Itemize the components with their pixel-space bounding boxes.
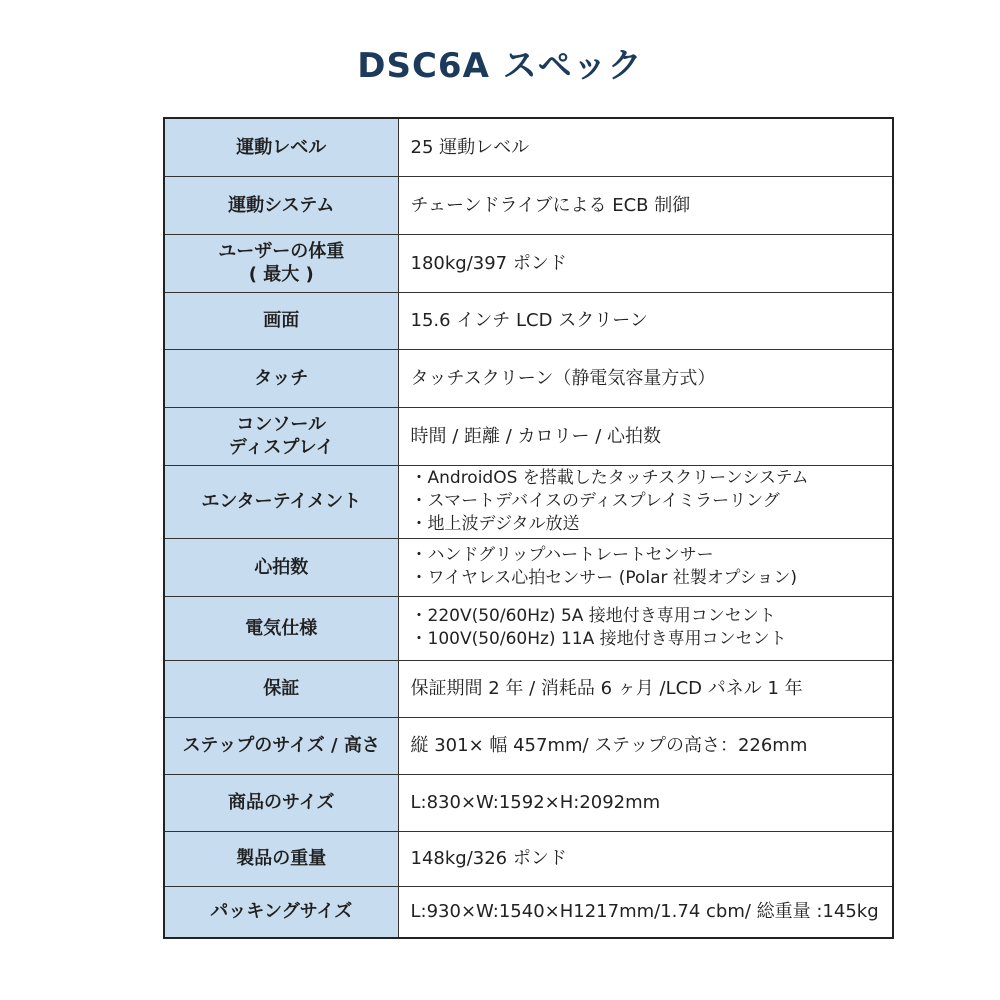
row-label-cell	[164, 886, 398, 938]
table-row	[164, 176, 893, 234]
page-title: DSC6A スペック	[357, 46, 643, 86]
row-label-cell	[164, 118, 398, 176]
row-value-cell	[398, 176, 893, 234]
row-label: エンターテイメント	[201, 491, 362, 512]
bullet-item: ・スマートデバイスのディスプレイミラーリング	[410, 491, 780, 511]
row-value-cell	[398, 538, 893, 596]
row-value-cell	[398, 831, 893, 886]
table-row	[164, 596, 893, 660]
row-value: タッチスクリーン（静電気容量方式）	[410, 367, 716, 389]
table-row	[164, 349, 893, 407]
spec-table-body	[164, 118, 893, 938]
bullet-item: ・ハンドグリップハートレートセンサー	[410, 545, 714, 565]
row-label: 運動システム	[228, 194, 335, 216]
row-label-cell	[164, 349, 398, 407]
row-label-cell	[164, 234, 398, 292]
table-row	[164, 660, 893, 717]
row-value-cell	[398, 717, 893, 774]
row-value-cell	[398, 292, 893, 349]
row-label: コンソール	[236, 414, 327, 435]
table-row	[164, 407, 893, 465]
row-label: タッチ	[254, 367, 309, 389]
table-row	[164, 234, 893, 292]
row-label: 製品の重量	[236, 848, 327, 869]
bullet-item: ・地上波デジタル放送	[410, 514, 580, 534]
table-row	[164, 831, 893, 886]
table-row	[164, 886, 893, 938]
row-label: パッキングサイズ	[210, 901, 353, 923]
row-value: 180kg/397 ポンド	[410, 252, 567, 274]
row-value: L:830×W:1592×H:2092mm	[410, 792, 661, 813]
row-label: ステップのサイズ / 高さ	[182, 735, 380, 756]
row-label-cell	[164, 407, 398, 465]
row-value-cell	[398, 596, 893, 660]
row-value-cell	[398, 407, 893, 465]
row-value-cell	[398, 234, 893, 292]
row-label: 保証	[263, 678, 300, 699]
row-label: 画面	[263, 310, 300, 331]
row-label: 運動レベル	[236, 136, 327, 158]
row-value: L:930×W:1540×H1217mm/1.74 cbm/ 総重量 :145kg	[410, 901, 879, 923]
row-value: チェーンドライブによる ECB 制御	[410, 194, 691, 216]
bullet-item: ・AndroidOS を搭載したタッチスクリーンシステム	[410, 468, 809, 488]
row-value: 148kg/326 ポンド	[410, 848, 567, 869]
table-row	[164, 292, 893, 349]
row-label-cell	[164, 717, 398, 774]
row-value: 15.6 インチ LCD スクリーン	[410, 310, 648, 331]
row-label: ( 最大 )	[248, 264, 314, 285]
row-value-cell	[398, 118, 893, 176]
row-label: 商品のサイズ	[227, 792, 335, 813]
table-row	[164, 538, 893, 596]
table-row	[164, 717, 893, 774]
row-label-cell	[164, 660, 398, 717]
row-label: 電気仕様	[245, 617, 318, 639]
row-value: 25 運動レベル	[410, 136, 530, 158]
row-value: 保証期間 2 年 / 消耗品 6 ヶ月 /LCD パネル 1 年	[410, 678, 803, 699]
bullet-item: ・220V(50/60Hz) 5A 接地付き専用コンセント	[410, 606, 776, 626]
bullet-item: ・100V(50/60Hz) 11A 接地付き専用コンセント	[410, 629, 787, 649]
table-row	[164, 118, 893, 176]
row-label-cell	[164, 292, 398, 349]
row-value-cell	[398, 349, 893, 407]
row-label-cell	[164, 176, 398, 234]
spec-table	[163, 117, 894, 939]
row-value-cell	[398, 774, 893, 831]
row-label-cell	[164, 465, 398, 538]
row-value: 時間 / 距離 / カロリー / 心拍数	[410, 425, 662, 447]
row-label: ディスプレイ	[228, 437, 334, 458]
row-value: 縦 301× 幅 457mm/ ステップの高さ：226mm	[410, 735, 808, 756]
row-label-cell	[164, 774, 398, 831]
row-label-cell	[164, 831, 398, 886]
row-value-cell	[398, 660, 893, 717]
table-row	[164, 774, 893, 831]
row-label: 心拍数	[254, 556, 309, 578]
row-value-cell	[398, 886, 893, 938]
row-label-cell	[164, 538, 398, 596]
row-label-cell	[164, 596, 398, 660]
bullet-item: ・ワイヤレス心拍センサー (Polar 社製オプション)	[410, 568, 798, 588]
table-row	[164, 465, 893, 538]
row-value-cell	[398, 465, 893, 538]
row-label: ユーザーの体重	[218, 241, 345, 262]
